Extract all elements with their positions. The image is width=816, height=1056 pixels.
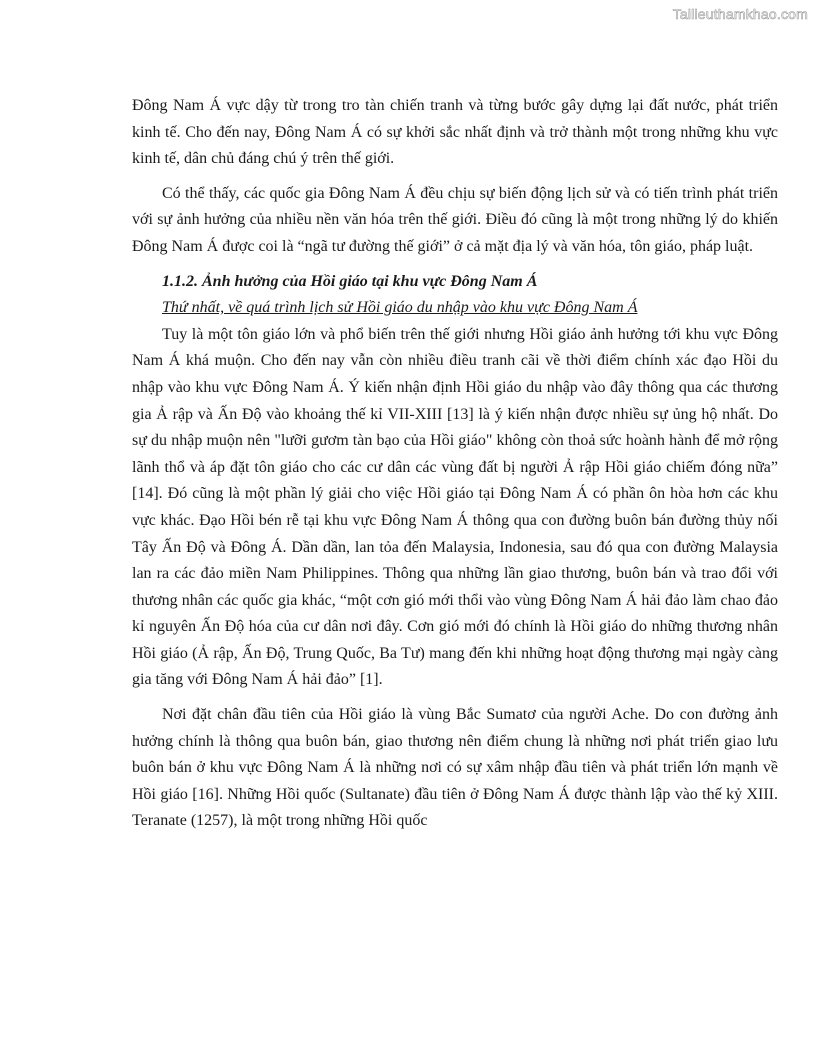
document-body (132, 93, 778, 835)
paragraph-islam-arrival: Tuy là một tôn giáo lớn và phổ biến trên thế giới nhưng Hồi giáo ảnh hưởng tới khu vực Đông Nam Á khá muộn. Cho đến nay vẫn còn nhiều điều tranh cãi về thời điểm chính xác đạo Hồi du nhập vào khu vực Đông Nam Á. Ý kiến nhận định Hồi giáo du nhập vào đây thông qua các thương gia Ả rập và Ấn Độ vào khoảng thế kỉ VII-XIII [13] là ý kiến nhận được nhiều sự ủng hộ nhất. Do sự du nhập muộn nên "lưỡi gươm tàn bạo của Hồi giáo" không còn thoả sức hoành hành để mở rộng lãnh thổ và áp đặt tôn giáo cho các cư dân các vùng đất bị người Ả rập Hồi giáo chiếm đóng nữa” [14]. Đó cũng là một phần lý giải cho việc Hồi giáo tại Đông Nam Á có phần ôn hòa hơn các khu vực khác. Đạo Hồi bén rễ tại khu vực Đông Nam Á thông qua con đường buôn bán đường thủy nối Tây Ấn Độ và Đông Á. Dần dần, lan tỏa đến Malaysia, Indonesia, sau đó qua con đường Malaysia lan ra các đảo miền Nam Philippines. Thông qua những lần giao thương, buôn bán và trao đổi với thương nhân các quốc gia khác, “một cơn gió mới thổi vào vùng Đông Nam Á hải đảo làm chao đảo kỉ nguyên Ấn Độ hóa của cư dân nơi đây. Cơn gió mới đó chính là Hồi giáo do những thương nhân Hồi giáo (Ả rập, Ấn Độ, Trung Quốc, Ba Tư) mang đến khi những hoạt động thương mại ngày càng gia tăng với Đông Nam Á hải đảo” [1]. (132, 325, 778, 689)
paragraph-first-landing: Nơi đặt chân đầu tiên của Hồi giáo là vùng Bắc Sumatơ của người Ache. Do con đường ảnh hưởng chính là thông qua buôn bán, giao thương nên điểm chung là những nơi phát triển giao lưu buôn bán ở khu vực Đông Nam Á là những nơi có sự xâm nhập đầu tiên và phát triển lớn mạnh về Hồi giáo [16]. Những Hồi quốc (Sultanate) đầu tiên ở Đông Nam Á được thành lập vào thế kỷ XIII. Teranate (1257), là một trong những Hồi quốc (132, 706, 778, 830)
section-heading: 1.1.2. Ảnh hưởng của Hồi giáo tại khu vực Đông Nam Á (162, 272, 538, 290)
paragraph-continuation: Đông Nam Á vực dậy từ trong tro tàn chiến tranh và từng bước gây dựng lại đất nước, phát triển kinh tế. Cho đến nay, Đông Nam Á có sự khởi sắc nhất định và trở thành một trong những khu vực kinh tế, dân chủ đáng chú ý trên thế giới. (132, 97, 778, 168)
paragraph-crossroads: Có thể thấy, các quốc gia Đông Nam Á đều chịu sự biến động lịch sử và có tiến trình phát triển với sự ảnh hưởng của nhiều nền văn hóa trên thế giới. Điều đó cũng là một trong những lý do khiến Đông Nam Á được coi là “ngã tư đường thế giới” ở cả mặt địa lý và văn hóa, tôn giáo, pháp luật. (132, 184, 778, 255)
section-subheading: Thứ nhất, về quá trình lịch sử Hồi giáo du nhập vào khu vực Đông Nam Á (162, 299, 638, 317)
watermark-text: Tailieuthamkhao.com (672, 6, 808, 22)
